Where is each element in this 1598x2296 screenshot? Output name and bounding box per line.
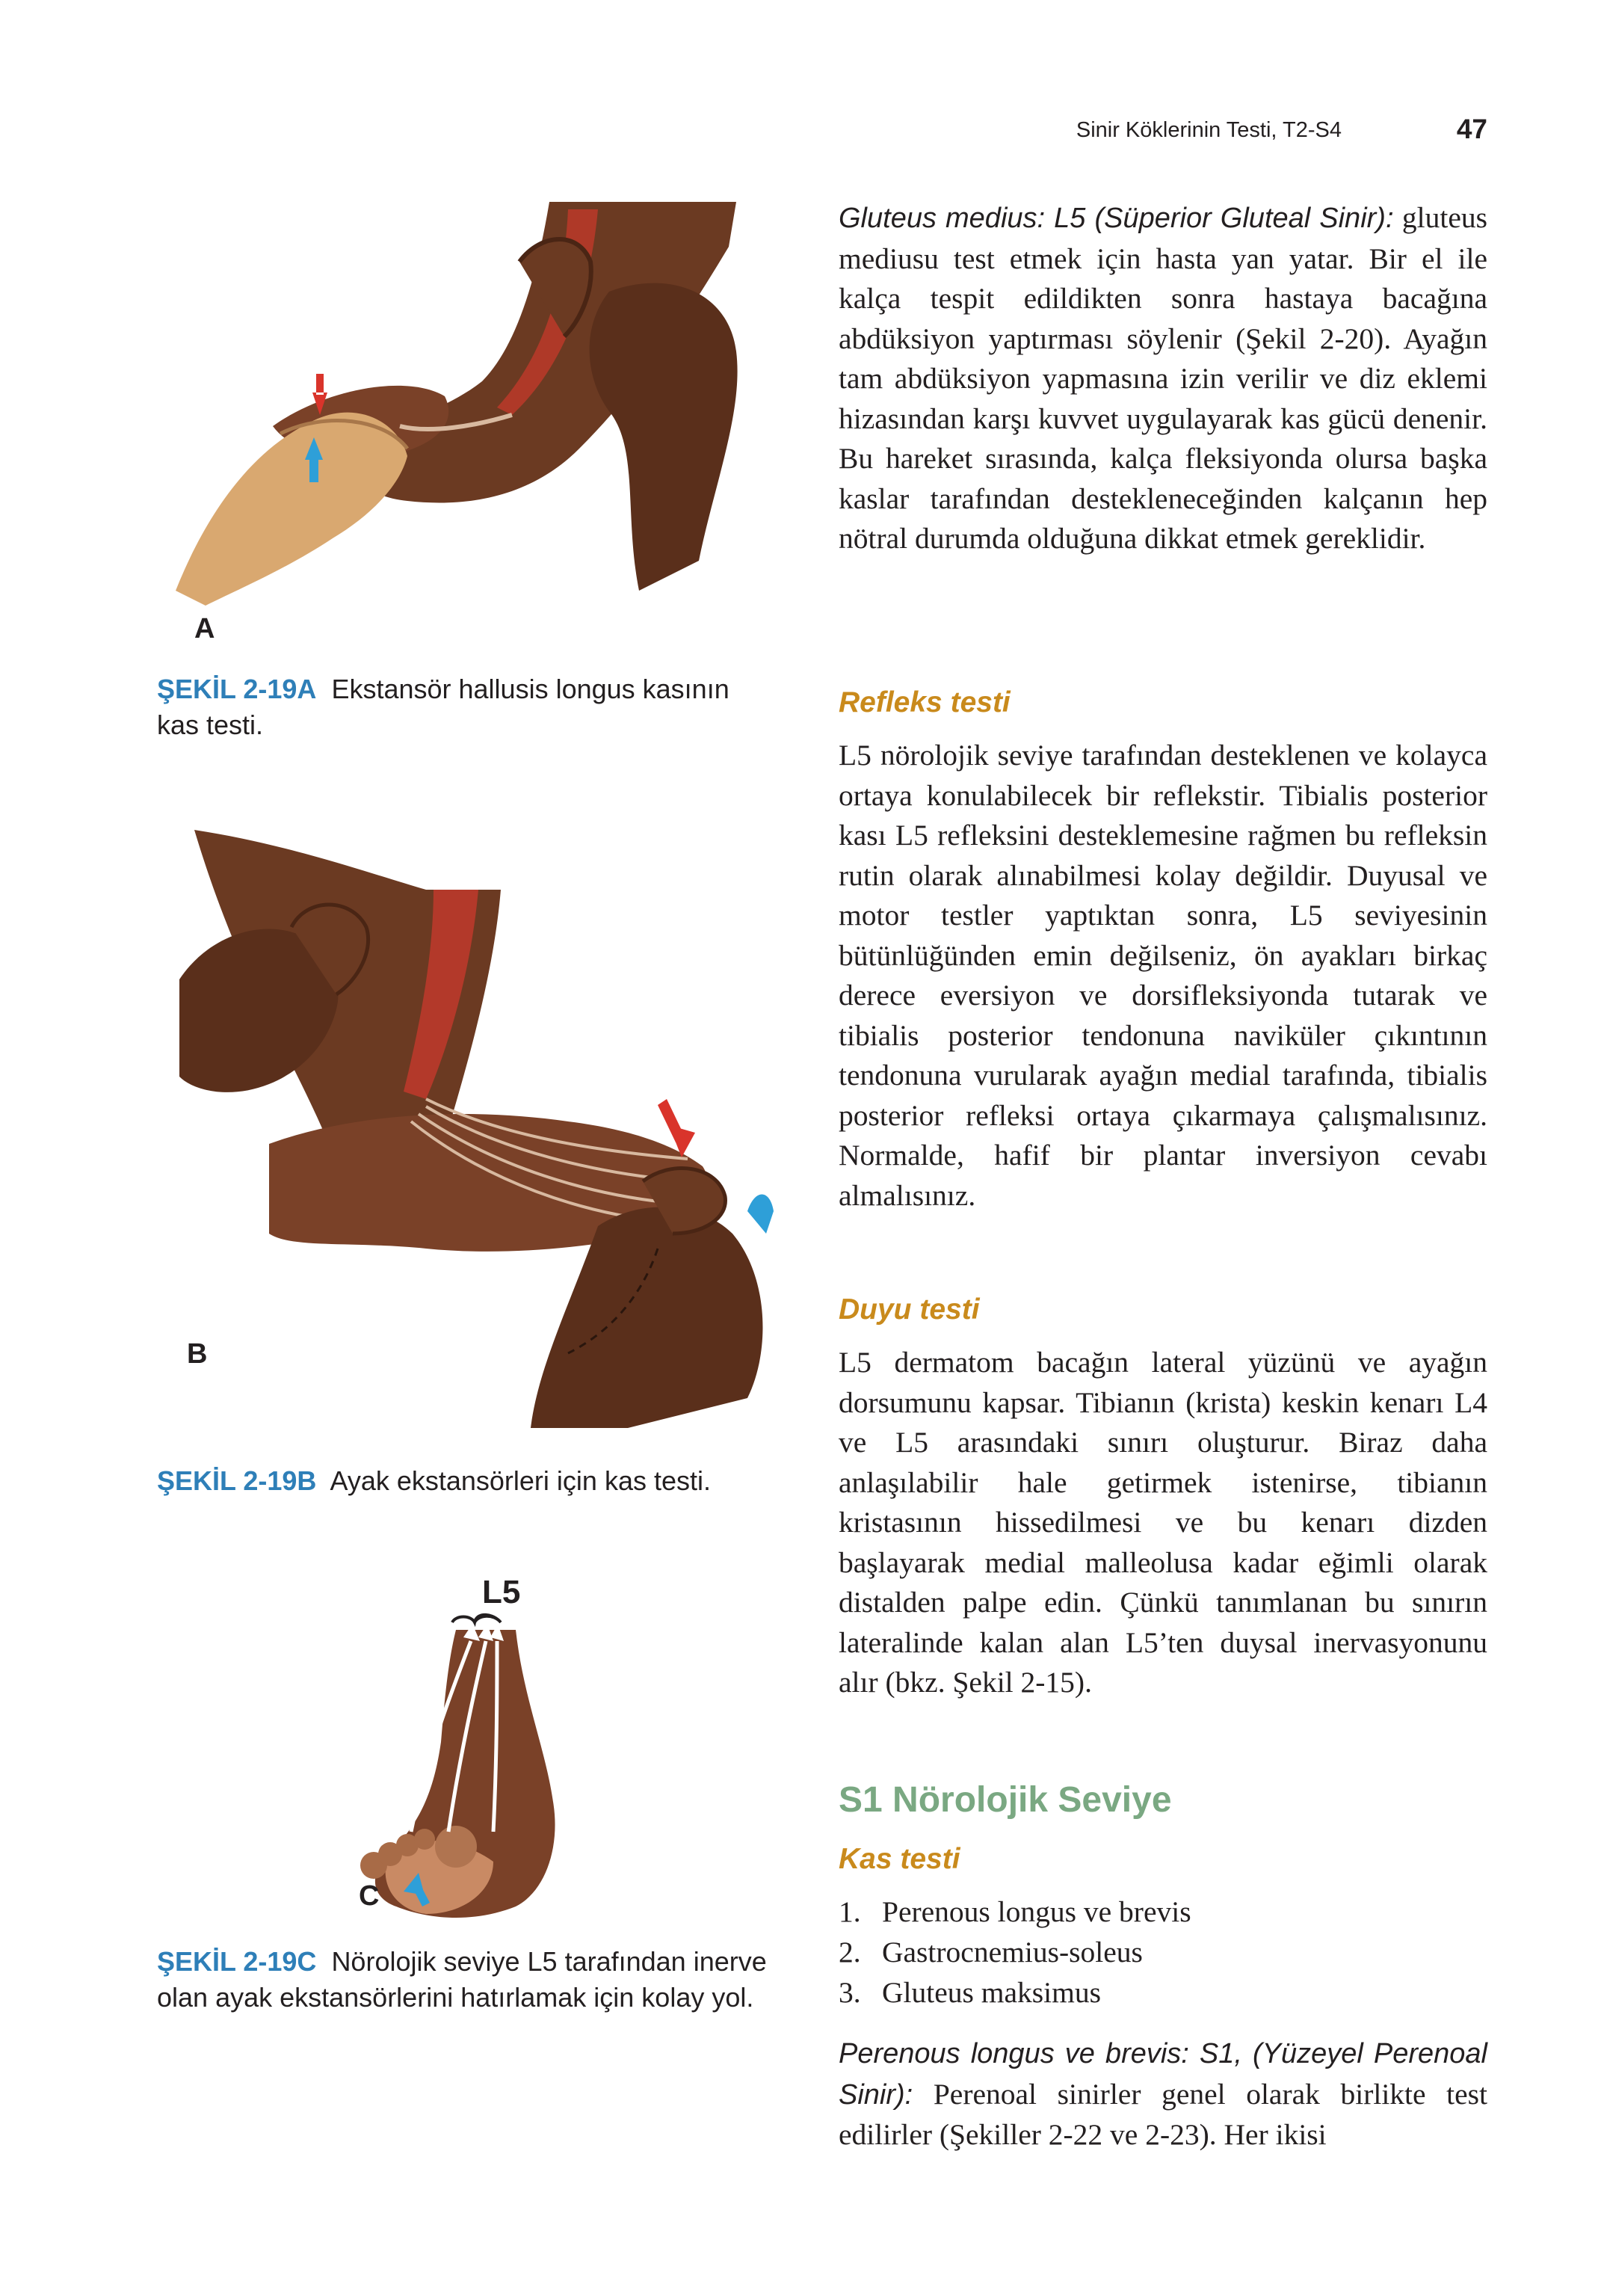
figure-b-illustration bbox=[179, 830, 777, 1428]
duyu-heading: Duyu testi bbox=[839, 1293, 980, 1326]
figure-b-caption bbox=[157, 1463, 777, 1499]
figure-a-illustration bbox=[161, 202, 744, 621]
perenous-lead: Perenous longus ve brevis: S1, (Yüzeyel Perenoal Sinir): bbox=[839, 2038, 1487, 2111]
figure-b-letter: B bbox=[187, 1338, 208, 1370]
duyu-paragraph: L5 dermatom bacağın lateral yüzünü ve ayağın dorsumunu kapsar. Tibianın (krista) keskin kenarı L4 ve L5 arasındaki sınırı oluşturur. Biraz daha anlaşılabilir hale getirmek istenirse, tibianın kristasının hissedilmesi ve bu kenarı dizden başlayarak medial malleolusa kadar eğimli olarak distalden palpe edin. Çünkü tanımlanan bu sınırın lateralinde kalan alan L5’ten duysal inervasyonunu alır (bkz. Şekil 2-15). bbox=[839, 1346, 1487, 1699]
figure-a-caption bbox=[157, 671, 777, 743]
list-item: 2. Gastrocnemius-soleus bbox=[839, 1936, 1143, 1969]
list-item: 1. Perenous longus ve brevis bbox=[839, 1895, 1191, 1928]
figure-b-drawing bbox=[179, 830, 777, 1428]
figure-c-l5-label: L5 bbox=[482, 1574, 521, 1610]
s1-section-heading: S1 Nörolojik Seviye bbox=[839, 1780, 1172, 1820]
s1-muscle-list bbox=[839, 1892, 1487, 2013]
perenous-paragraph bbox=[839, 2034, 1487, 2155]
figure-c-illustration bbox=[344, 1607, 583, 1936]
figure-a-letter: A bbox=[194, 613, 215, 644]
figure-c-caption bbox=[157, 1944, 777, 2016]
figure-a-label: ŞEKİL 2-19A bbox=[157, 674, 317, 704]
page-number: 47 bbox=[1456, 114, 1487, 144]
figure-b-label: ŞEKİL 2-19B bbox=[157, 1465, 317, 1496]
list-item: 3. Gluteus maksimus bbox=[839, 1976, 1101, 2009]
gluteus-lead: Gluteus medius: L5 (Süperior Gluteal Sinir): bbox=[839, 203, 1394, 234]
figure-c-label: ŞEKİL 2-19C bbox=[157, 1946, 317, 1977]
refleks-heading: Refleks testi bbox=[839, 686, 1011, 718]
refleks-paragraph: L5 nörolojik seviye tarafından desteklenen ve kolayca ortaya konulabilecek bir reflekstir. Tibialis posterior kası L5 refleksini desteklemesine rağmen bu refleksin rutin olarak alınabilmesi kolay değildir. Duyusal ve motor testler yaptıktan sonra, L5 seviyesinin bütünlüğünden emin değilseniz, ön ayakları birkaç derece eversiyon ve dorsifleksiyonda tutarak ve tibialis posterior tendonuna naviküler çıkıntının tendonuna vurularak ayağın medial tarafında, tibialis posterior refleksi ortaya çıkarmaya çalışmalısınız. Normalde, hafif bir plantar inversiyon cevabı almalısınız. bbox=[839, 739, 1487, 1212]
kas-testi-heading: Kas testi bbox=[839, 1843, 960, 1875]
figure-a-caption-text: Ekstansör hallusis longus kasının kas testi. bbox=[157, 674, 729, 740]
gluteus-text: gluteus mediusu test etmek için hasta yan yatar. Bir el ile kalça tespit edildikten sonra hastaya bacağına abdüksiyon yaptırması söylenir (Şekil 2-20). Ayağın tam abdüksiyon yapmasına izin verilir ve diz eklemi hizasından karşı kuvvet uygulayarak kas gücü denenir. Bu hareket sırasında, kalça fleksiyonda olursa başka kaslar tarafından destekleneceğinden kalçanın hep nötral durumda olduğuna dikkat etmek gereklidir. bbox=[839, 201, 1488, 555]
figure-a-drawing bbox=[161, 202, 744, 621]
perenous-text: Perenoal sinirler genel olarak birlikte test edilirler (Şekiller 2-22 ve 2-23). Her ikisi bbox=[839, 2077, 1488, 2151]
figure-c-caption-text: Nörolojik seviye L5 tarafından inerve olan ayak ekstansörlerini hatırlamak için kolay yol. bbox=[157, 1946, 767, 2013]
figure-c-letter: C bbox=[359, 1880, 380, 1912]
gluteus-paragraph bbox=[839, 198, 1487, 559]
running-title: Sinir Köklerinin Testi, T2-S4 bbox=[1076, 118, 1342, 142]
figure-c-drawing bbox=[344, 1607, 583, 1936]
figure-b-caption-text: Ayak ekstansörleri için kas testi. bbox=[330, 1465, 711, 1496]
